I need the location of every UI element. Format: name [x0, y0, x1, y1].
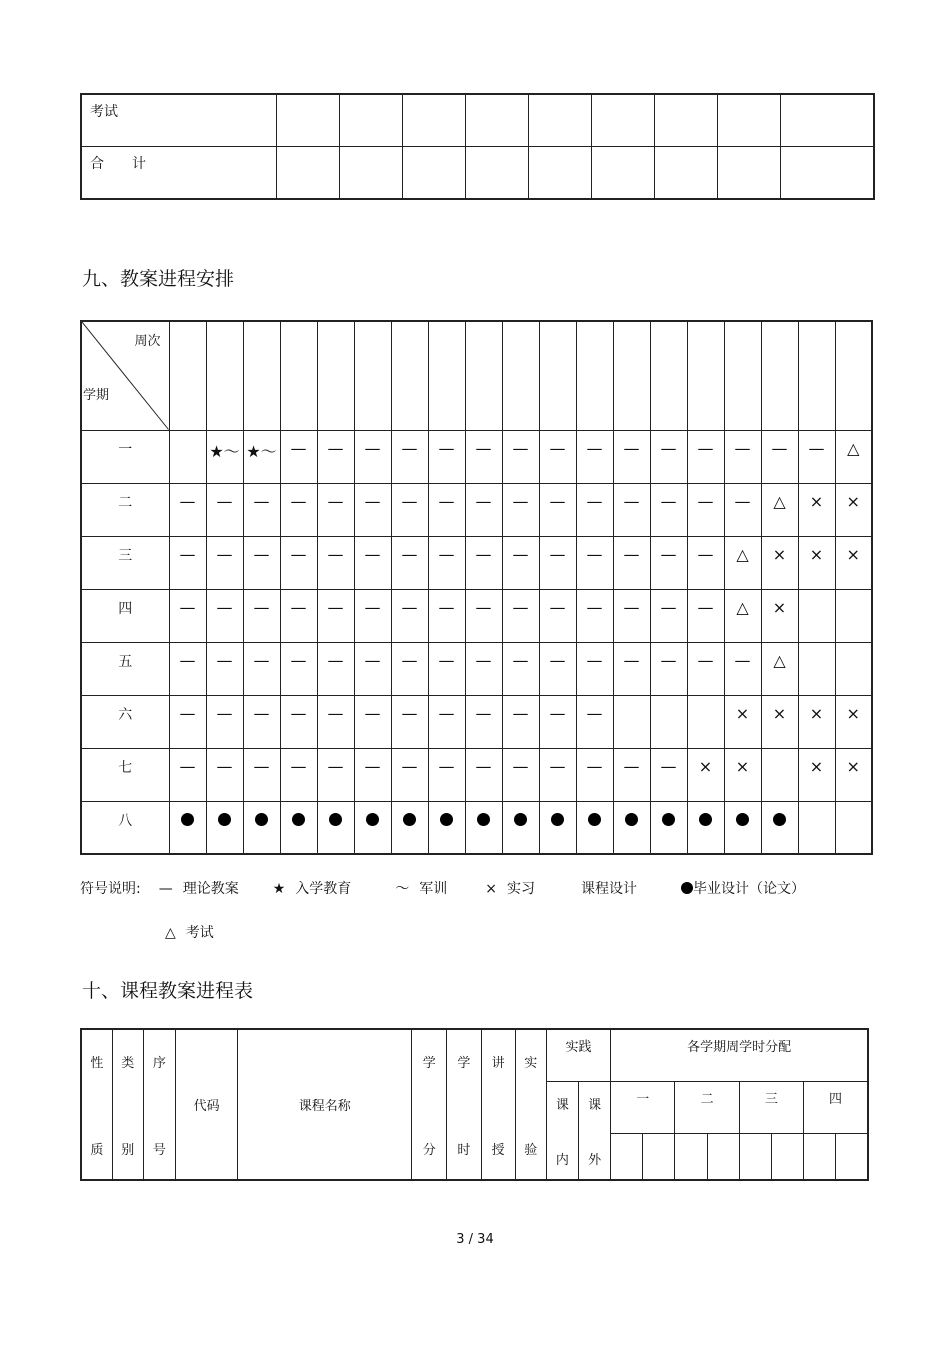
summary-cell: [339, 94, 402, 147]
schedule-table: [80, 320, 873, 855]
week-header-cell: [576, 321, 613, 430]
schedule-cell: —: [428, 430, 465, 483]
schedule-cell: —: [613, 536, 650, 589]
summary-cell: [591, 147, 654, 200]
week-header-cell: [835, 321, 872, 430]
schedule-cell: —: [280, 589, 317, 642]
schedule-cell: —: [613, 483, 650, 536]
schedule-cell: —: [243, 536, 280, 589]
semester-label: 四: [81, 589, 169, 642]
schedule-cell: —: [428, 589, 465, 642]
legend-item: [395, 881, 447, 897]
schedule-cell: △: [724, 536, 761, 589]
graduation-design-dot: [169, 801, 206, 854]
schedule-cell: —: [317, 483, 354, 536]
schedule-cell: —: [317, 430, 354, 483]
filled-circle-icon: [477, 813, 490, 826]
header-code: 代码: [175, 1029, 237, 1180]
schedule-cell: ×: [761, 695, 798, 748]
graduation-design-dot: [576, 801, 613, 854]
semester-label: 二: [81, 483, 169, 536]
schedule-cell: —: [243, 642, 280, 695]
schedule-cell: —: [576, 536, 613, 589]
schedule-cell: —: [206, 695, 243, 748]
semester-label: 一: [81, 430, 169, 483]
filled-circle-icon: [181, 813, 194, 826]
schedule-cell: —: [169, 695, 206, 748]
summary-cell: [780, 94, 874, 147]
schedule-cell: ×: [798, 483, 835, 536]
header-year-3: 三: [739, 1082, 803, 1134]
schedule-cell: —: [687, 536, 724, 589]
legend-label: 符号说明:: [80, 881, 141, 897]
filled-circle-icon: [551, 813, 564, 826]
summary-cell: [465, 94, 528, 147]
legend-item: [681, 881, 805, 897]
graduation-design-dot: [206, 801, 243, 854]
schedule-cell: —: [650, 642, 687, 695]
schedule-cell: —: [206, 483, 243, 536]
filled-circle-icon: [736, 813, 749, 826]
schedule-cell: △: [761, 483, 798, 536]
header-year-1: 一: [611, 1082, 675, 1134]
header-xuhao: 序 号: [143, 1029, 175, 1180]
summary-cell: [591, 94, 654, 147]
schedule-cell: [613, 695, 650, 748]
legend-symbol: ～: [395, 881, 410, 897]
schedule-cell: ×: [835, 748, 872, 801]
header-lecture: 讲 授: [481, 1029, 515, 1180]
graduation-design-dot: [687, 801, 724, 854]
summary-cell: [276, 147, 339, 200]
schedule-cell: —: [539, 642, 576, 695]
filled-circle-icon: [681, 882, 693, 894]
semester-label: 七: [81, 748, 169, 801]
schedule-cell: —: [465, 642, 502, 695]
filled-circle-icon: [625, 813, 638, 826]
term-cell: [739, 1134, 771, 1181]
schedule-cell: ★～: [206, 430, 243, 483]
schedule-cell: —: [206, 748, 243, 801]
schedule-cell: —: [206, 536, 243, 589]
schedule-cell: —: [761, 430, 798, 483]
schedule-cell: ×: [724, 748, 761, 801]
legend-item: [165, 925, 214, 941]
week-header-cell: [317, 321, 354, 430]
legend-item: [485, 881, 535, 897]
summary-cell: [402, 94, 465, 147]
header-xingzhi: 性 质: [81, 1029, 112, 1180]
filled-circle-icon: [329, 813, 342, 826]
schedule-cell: —: [650, 589, 687, 642]
summary-cell: [717, 147, 780, 200]
schedule-cell: [687, 695, 724, 748]
schedule-cell: —: [687, 483, 724, 536]
schedule-cell: —: [243, 483, 280, 536]
schedule-cell: —: [280, 536, 317, 589]
schedule-cell: —: [502, 695, 539, 748]
schedule-cell: —: [502, 748, 539, 801]
filled-circle-icon: [440, 813, 453, 826]
schedule-cell: —: [687, 430, 724, 483]
page-number: 3 / 34: [456, 1232, 494, 1247]
schedule-cell: —: [502, 642, 539, 695]
graduation-design-dot: [354, 801, 391, 854]
section-9-title: 九、教案进程安排: [82, 268, 235, 290]
schedule-cell: [761, 748, 798, 801]
schedule-cell: —: [243, 695, 280, 748]
legend-symbol: △: [165, 925, 176, 941]
schedule-cell: —: [317, 642, 354, 695]
summary-cell: [276, 94, 339, 147]
schedule-cell: —: [354, 536, 391, 589]
schedule-cell: ×: [798, 536, 835, 589]
graduation-design-dot: [465, 801, 502, 854]
schedule-cell: △: [835, 430, 872, 483]
schedule-cell: [169, 430, 206, 483]
summary-row: [81, 94, 874, 147]
graduation-design-dot: [539, 801, 576, 854]
graduation-design-dot: [391, 801, 428, 854]
term-cell: [611, 1134, 643, 1181]
schedule-cell: —: [391, 589, 428, 642]
schedule-cell: —: [280, 642, 317, 695]
summary-table: [80, 93, 875, 200]
schedule-cell: —: [539, 536, 576, 589]
header-leibie: 类 别: [112, 1029, 143, 1180]
schedule-cell: —: [576, 589, 613, 642]
term-cell: [836, 1134, 868, 1181]
legend-text: 实习: [507, 881, 536, 897]
legend-text: 课程设计: [581, 881, 638, 897]
term-cell: [643, 1134, 675, 1181]
header-year-4: 四: [804, 1082, 868, 1134]
schedule-cell: —: [428, 483, 465, 536]
schedule-cell: —: [428, 695, 465, 748]
week-header-cell: [465, 321, 502, 430]
week-header-cell: [280, 321, 317, 430]
summary-cell: [654, 147, 717, 200]
summary-cell: [780, 147, 874, 200]
schedule-cell: —: [391, 642, 428, 695]
schedule-cell: —: [317, 536, 354, 589]
filled-circle-icon: [773, 813, 786, 826]
week-header-cell: [613, 321, 650, 430]
semester-label: 五: [81, 642, 169, 695]
graduation-design-dot: [724, 801, 761, 854]
semester-row: [81, 695, 872, 748]
week-header-cell: [650, 321, 687, 430]
summary-cell: [465, 147, 528, 200]
schedule-cell: —: [354, 589, 391, 642]
week-header-cell: [354, 321, 391, 430]
filled-circle-icon: [699, 813, 712, 826]
corner-cell: [81, 321, 169, 430]
schedule-cell: —: [576, 483, 613, 536]
filled-circle-icon: [366, 813, 379, 826]
schedule-cell: —: [539, 483, 576, 536]
schedule-cell: —: [687, 589, 724, 642]
course-table: [80, 1028, 869, 1181]
schedule-cell: —: [650, 483, 687, 536]
schedule-cell: —: [354, 483, 391, 536]
schedule-cell: —: [169, 483, 206, 536]
schedule-cell: —: [724, 430, 761, 483]
week-header-cell: [243, 321, 280, 430]
schedule-cell: —: [169, 748, 206, 801]
schedule-cell: ×: [724, 695, 761, 748]
week-header-cell: [169, 321, 206, 430]
schedule-cell: ×: [687, 748, 724, 801]
summary-cell: [654, 94, 717, 147]
schedule-cell: [835, 589, 872, 642]
schedule-header-row: [81, 321, 872, 430]
summary-cell: [717, 94, 780, 147]
schedule-cell: —: [391, 430, 428, 483]
week-header-cell: [391, 321, 428, 430]
schedule-cell: —: [539, 430, 576, 483]
schedule-cell: —: [280, 748, 317, 801]
schedule-cell: [798, 642, 835, 695]
schedule-cell: —: [169, 589, 206, 642]
schedule-cell: —: [539, 748, 576, 801]
schedule-cell: —: [465, 483, 502, 536]
schedule-cell: —: [428, 748, 465, 801]
schedule-cell: —: [169, 642, 206, 695]
schedule-cell: [835, 801, 872, 854]
semester-label: 八: [81, 801, 169, 854]
schedule-cell: —: [465, 536, 502, 589]
summary-cell: [528, 94, 591, 147]
schedule-cell: —: [724, 642, 761, 695]
filled-circle-icon: [218, 813, 231, 826]
schedule-cell: △: [761, 642, 798, 695]
summary-cell: [528, 147, 591, 200]
schedule-cell: —: [650, 536, 687, 589]
schedule-cell: △: [724, 589, 761, 642]
schedule-cell: ×: [761, 536, 798, 589]
schedule-cell: —: [613, 430, 650, 483]
schedule-cell: ×: [761, 589, 798, 642]
graduation-design-dot: [502, 801, 539, 854]
week-header-cell: [206, 321, 243, 430]
schedule-cell: —: [576, 695, 613, 748]
schedule-cell: —: [502, 536, 539, 589]
summary-cell: [339, 147, 402, 200]
schedule-cell: —: [169, 536, 206, 589]
header-hours: 学 时: [447, 1029, 481, 1180]
schedule-cell: —: [539, 589, 576, 642]
summary-row-label: 合 计: [81, 147, 276, 200]
schedule-cell: ×: [798, 695, 835, 748]
schedule-cell: [835, 642, 872, 695]
legend-item: [159, 881, 239, 897]
schedule-cell: —: [650, 430, 687, 483]
schedule-cell: —: [243, 589, 280, 642]
schedule-cell: ×: [835, 536, 872, 589]
schedule-cell: —: [502, 483, 539, 536]
schedule-cell: —: [613, 642, 650, 695]
schedule-cell: —: [465, 695, 502, 748]
schedule-cell: —: [317, 748, 354, 801]
semester-row: [81, 483, 872, 536]
legend-text: 入学教育: [295, 881, 352, 897]
schedule-cell: —: [724, 483, 761, 536]
week-header-cell: [724, 321, 761, 430]
schedule-cell: ×: [835, 695, 872, 748]
schedule-cell: —: [539, 695, 576, 748]
schedule-cell: ×: [835, 483, 872, 536]
schedule-cell: —: [465, 748, 502, 801]
schedule-cell: —: [280, 483, 317, 536]
legend-item: [273, 881, 352, 897]
schedule-cell: —: [650, 748, 687, 801]
term-cell: [675, 1134, 707, 1181]
header-year-2: 二: [675, 1082, 739, 1134]
term-cell: [707, 1134, 739, 1181]
header-semester-distribution: 各学期周学时分配: [611, 1029, 868, 1082]
header-credits: 学 分: [412, 1029, 447, 1180]
schedule-cell: —: [354, 642, 391, 695]
schedule-cell: —: [428, 536, 465, 589]
schedule-cell: —: [317, 589, 354, 642]
graduation-design-dot: [650, 801, 687, 854]
term-cell: [804, 1134, 836, 1181]
schedule-cell: —: [687, 642, 724, 695]
schedule-cell: —: [391, 536, 428, 589]
legend-line-2: [165, 922, 214, 942]
graduation-design-dot: [761, 801, 798, 854]
graduation-design-dot: [243, 801, 280, 854]
header-experiment: 实 验: [515, 1029, 546, 1180]
filled-circle-icon: [292, 813, 305, 826]
schedule-cell: —: [428, 642, 465, 695]
schedule-cell: —: [391, 483, 428, 536]
summary-row: [81, 147, 874, 200]
schedule-cell: —: [354, 430, 391, 483]
schedule-cell: [798, 589, 835, 642]
schedule-cell: ★～: [243, 430, 280, 483]
schedule-cell: —: [576, 430, 613, 483]
header-practice: 实践: [546, 1029, 610, 1082]
semester-label: 六: [81, 695, 169, 748]
summary-row-label: 考试: [81, 94, 276, 147]
schedule-cell: ×: [798, 748, 835, 801]
schedule-cell: —: [798, 430, 835, 483]
schedule-cell: —: [502, 589, 539, 642]
week-header-cell: [798, 321, 835, 430]
graduation-design-dot: [280, 801, 317, 854]
week-header-cell: [539, 321, 576, 430]
schedule-cell: —: [576, 642, 613, 695]
header-out-class: 课 外: [578, 1082, 610, 1181]
legend-text: 考试: [185, 925, 214, 941]
section-10-title: 十、课程教案进程表: [82, 980, 254, 1002]
semester-row: [81, 748, 872, 801]
legend-symbol: —: [158, 881, 173, 897]
schedule-cell: —: [317, 695, 354, 748]
legend-text: 毕业设计（论文）: [693, 881, 806, 897]
graduation-design-dot: [613, 801, 650, 854]
graduation-design-dot: [317, 801, 354, 854]
term-cell: [771, 1134, 803, 1181]
semester-row: [81, 801, 872, 854]
filled-circle-icon: [403, 813, 416, 826]
legend-symbol: ★: [272, 881, 286, 897]
schedule-cell: —: [391, 748, 428, 801]
legend-item: [581, 881, 637, 897]
schedule-cell: —: [391, 695, 428, 748]
week-header-cell: [428, 321, 465, 430]
schedule-cell: [650, 695, 687, 748]
graduation-design-dot: [428, 801, 465, 854]
schedule-cell: —: [613, 589, 650, 642]
filled-circle-icon: [514, 813, 527, 826]
schedule-cell: —: [243, 748, 280, 801]
week-header-cell: [502, 321, 539, 430]
filled-circle-icon: [255, 813, 268, 826]
semester-label: 三: [81, 536, 169, 589]
semester-row: [81, 589, 872, 642]
legend: [80, 878, 805, 898]
week-header: 周次: [134, 334, 161, 349]
semester-row: [81, 642, 872, 695]
schedule-cell: —: [576, 748, 613, 801]
schedule-cell: —: [502, 430, 539, 483]
schedule-cell: —: [465, 430, 502, 483]
schedule-cell: —: [280, 430, 317, 483]
semester-header: 学期: [83, 388, 110, 403]
filled-circle-icon: [662, 813, 675, 826]
summary-cell: [402, 147, 465, 200]
schedule-cell: [798, 801, 835, 854]
legend-symbol: ×: [485, 881, 498, 897]
semester-row: [81, 536, 872, 589]
schedule-cell: —: [206, 589, 243, 642]
schedule-cell: —: [354, 695, 391, 748]
schedule-cell: —: [465, 589, 502, 642]
filled-circle-icon: [588, 813, 601, 826]
legend-text: 军训: [419, 881, 448, 897]
schedule-cell: —: [354, 748, 391, 801]
schedule-cell: —: [280, 695, 317, 748]
legend-text: 理论教案: [182, 881, 239, 897]
header-in-class: 课 内: [546, 1082, 578, 1181]
semester-row: [81, 430, 872, 483]
schedule-cell: —: [206, 642, 243, 695]
schedule-cell: —: [613, 748, 650, 801]
week-header-cell: [687, 321, 724, 430]
week-header-cell: [761, 321, 798, 430]
header-course-name: 课程名称: [238, 1029, 412, 1180]
